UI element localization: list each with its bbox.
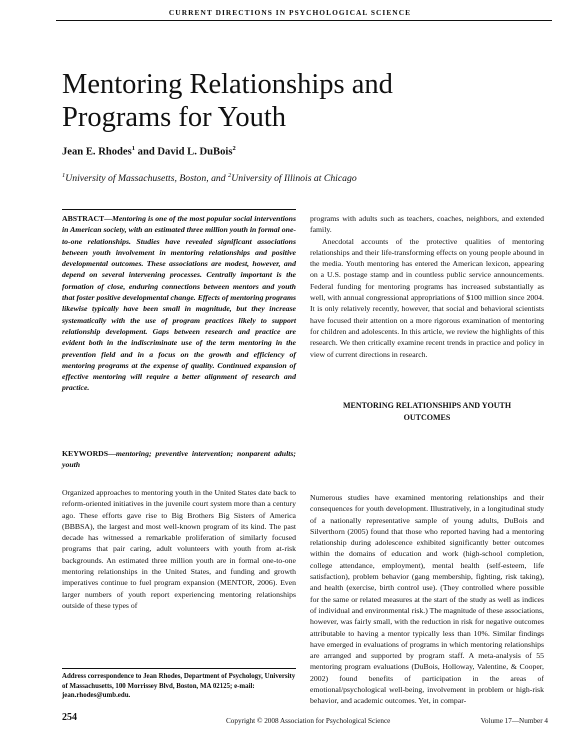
abstract-text: Mentoring is one of the most popular social interventions in American society, with an estimated three million youth in formal one-to-one relationships. Studies have revealed significant associations between youth involvement in mentoring relationships and positive developmental outcomes. These associations are modest, however, and depend on several intervening processes. Centrally important is the formation of close, enduring connections between mentors and youth that foster positive developmental change. Effects of mentoring programs likewise typically have been small in magnitude, but they increase systematically with the use of program practices likely to support relationship development. Gaps between research and practice are evident both in the indiscriminate use of the term mentoring in the prevention field and in a focus on the growth and efficiency of mentoring programs at the expense of quality. Continued expansion of effective mentoring will require a better alignment of research and practice. — [62, 214, 296, 393]
correspondence-footnote: Address correspondence to Jean Rhodes, Department of Psychology, University of Massachusetts, 100 Morrissey Blvd, Boston, MA 02125; e-mail: jean.rhodes@umb.edu. — [62, 673, 296, 699]
keywords-text: mentoring; preventive intervention; nonparent adults; youth — [62, 449, 296, 470]
running-head: CURRENT DIRECTIONS IN PSYCHOLOGICAL SCIENCE — [168, 8, 412, 17]
footnote-rule — [62, 668, 296, 669]
title-line-2: Programs for Youth — [62, 102, 287, 133]
body-paragraph: Organized approaches to mentoring youth in the United States date back to reform-oriented initiatives in the juvenile court system more than a century ago. These efforts gave rise to Big Brothers Big Sisters of America (BBBSA), the largest and most well-known program of its kind. The past decade has witnessed a remarkable proliferation of similarly focused programs that pair caring, adult volunteers with youth from at-risk backgrounds. An estimated three million youth are in formal one-to-one mentoring relationships in the United States, and funding and growth imperatives continue to fuel program expansion (MENTOR, 2006). Even larger numbers of youth report experiencing mentoring relationships outside of these types of — [62, 488, 296, 610]
author-1: Jean E. Rhodes — [62, 146, 132, 158]
page-number: 254 — [62, 712, 77, 723]
author-2: David L. DuBois — [157, 146, 233, 158]
section-heading-line-2: OUTCOMES — [403, 412, 451, 422]
body-paragraph: Numerous studies have examined mentoring relationships and their consequences for youth development. Illustratively, in a longitudinal study of a nationally representative sample of young adults, DuBois and Silverthorn (2005) found that those who reported having had a mentoring relationship during adolescence exhibited significantly better outcomes within the domains of education and work (high-school completion, college attendance, employment), mental health (self-esteem, life satisfaction), problem behavior (gang membership, fighting, risk taking), and health (exercise, birth control use). (They controlled where possible for the same or related measures at the start of the study as well as indices of individual and environmental risk.) The magnitude of these associations, however, was fairly small, with the reduction in risk for negative outcomes attributable to having a mentor typically less than 10%. Similar findings have emerged in evaluations of programs in which mentoring relationships are arranged and supported by program staff. A meta-analysis of 55 mentoring program evaluations (DuBois, Holloway, Valentine, & Cooper, 2002) found benefits of participation in the areas of emotional/psychological well-being, involvement in problem or high-risk behavior, and academic outcomes. Yet, in compar- — [310, 493, 544, 706]
abstract-label: ABSTRACT— — [62, 214, 112, 223]
header-rule — [56, 20, 552, 21]
affiliations — [62, 172, 542, 184]
article-title — [62, 68, 542, 134]
copyright-line: Copyright © 2008 Association for Psychological Science — [226, 717, 391, 725]
author-2-sup: 2 — [232, 145, 236, 152]
section-heading-line-1: MENTORING RELATIONSHIPS AND YOUTH — [342, 401, 512, 410]
keywords — [62, 448, 296, 471]
title-line-1: Mentoring Relationships and — [62, 69, 393, 100]
body-left-column — [62, 487, 296, 611]
abstract — [62, 213, 296, 394]
affil-2-sup: 2 — [228, 172, 232, 179]
body-right-column-bottom — [310, 492, 544, 707]
author-join: and — [135, 146, 158, 158]
author-1-sup: 1 — [131, 145, 136, 152]
affil-2: University of Illinois at Chicago — [231, 173, 357, 185]
volume-line: Volume 17—Number 4 — [480, 717, 548, 725]
authors — [62, 145, 532, 158]
affil-1-sup: 1 — [62, 172, 66, 179]
affil-1: University of Massachusetts, Boston, and — [65, 173, 229, 185]
abstract-rule — [62, 209, 296, 210]
body-right-column-top — [310, 213, 544, 360]
keywords-label: KEYWORDS— — [62, 449, 116, 458]
body-paragraph: Anecdotal accounts of the protective qualities of mentoring relationships and their life-transforming effects on young people abound in the media. Youth mentoring has entered the American lexicon, appearing on a U.S. postage stamp and in countless public service announcements. Federal funding for mentoring programs has increased substantially as well, with annual congressional appropriations of $100 million since 2004. It is only relatively recently, however, that social and behavioral scientists have focused their attention on a more rigorous examination of mentoring for children and adolescents. In this article, we review the highlights of this research. We then critically examine recent trends in practice and policy in view of current directions in research. — [310, 236, 544, 359]
section-heading — [310, 400, 544, 423]
body-paragraph: programs with adults such as teachers, coaches, neighbors, and extended family. — [310, 214, 544, 235]
